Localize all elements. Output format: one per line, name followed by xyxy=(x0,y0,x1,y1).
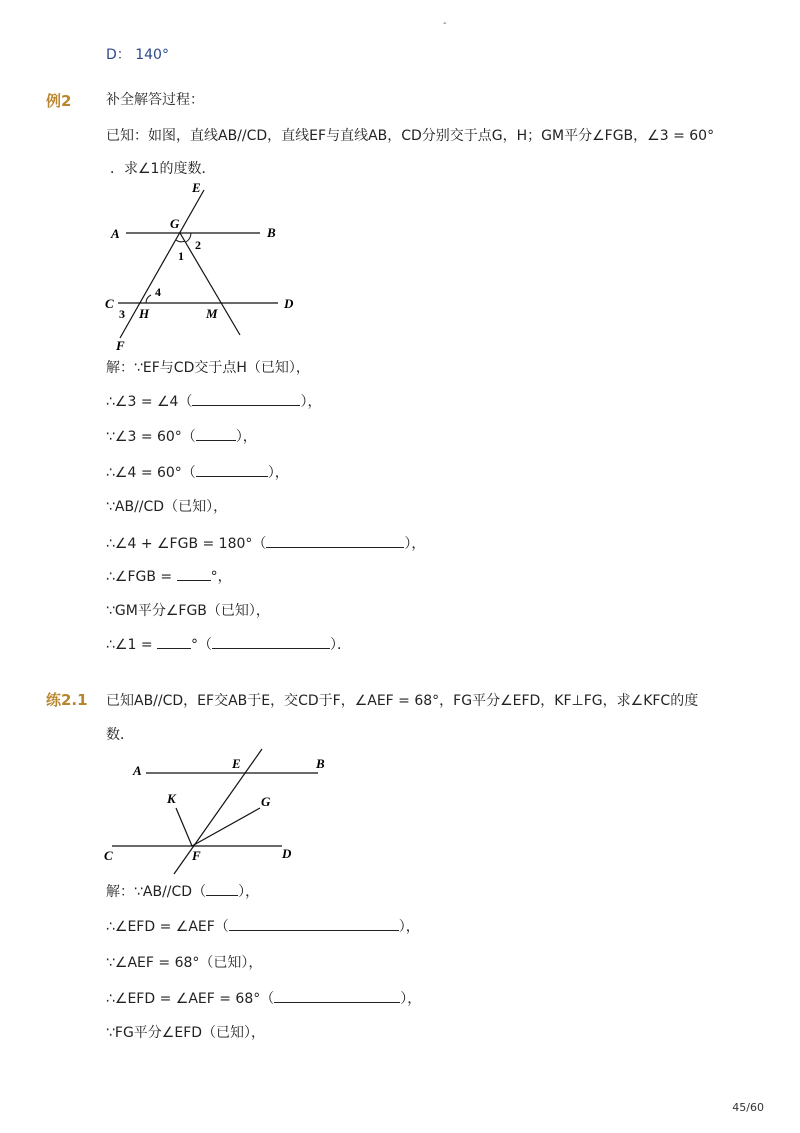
label-k: K xyxy=(167,791,176,806)
answer-blank[interactable] xyxy=(266,535,404,548)
angle-arc-2 xyxy=(186,233,191,242)
label-f: F xyxy=(192,848,201,863)
label-d: D xyxy=(284,296,294,311)
ex2-step-3: ∵∠3 = 60°（ ）， xyxy=(106,429,257,445)
label-1: 1 xyxy=(178,249,184,263)
ex2-step-1: 解：∵EF与CD交于点H（已知）， xyxy=(106,360,310,376)
example-2-given-line2: ．求∠1的度数． xyxy=(110,161,216,177)
answer-blank[interactable] xyxy=(274,990,400,1003)
angle-arc-4 xyxy=(146,295,151,303)
label-4: 4 xyxy=(155,285,161,299)
label-g: G xyxy=(261,794,271,809)
ex2-step-2: ∴∠3 = ∠4（ ）， xyxy=(106,394,322,410)
ex2-step-6: ∴∠4 + ∠FGB = 180°（ ）， xyxy=(106,536,426,552)
label-m: M xyxy=(206,306,218,321)
ex2-step-9: ∴∠1 = °（ ）． xyxy=(106,637,351,653)
example-2-label: 例2 xyxy=(46,92,72,110)
ex21-step-3: ∵∠AEF = 68°（已知）， xyxy=(106,955,263,971)
answer-blank[interactable] xyxy=(206,883,238,896)
label-f: F xyxy=(116,338,125,353)
answer-blank[interactable] xyxy=(196,464,268,477)
label-b: B xyxy=(267,225,276,240)
page-top-mark: - xyxy=(443,18,447,29)
answer-blank[interactable] xyxy=(212,636,330,649)
ex2-step-8: ∵GM平分∠FGB（已知）， xyxy=(106,603,270,619)
example-2-instruction: 补全解答过程： xyxy=(106,92,204,108)
example-2-figure xyxy=(100,178,310,353)
option-d: D： 140° xyxy=(106,47,169,63)
label-c: C xyxy=(104,848,113,863)
label-3: 3 xyxy=(119,307,125,321)
label-a: A xyxy=(133,763,142,778)
label-a: A xyxy=(111,226,120,241)
ray-fg xyxy=(192,808,260,846)
page-number: 45/60 xyxy=(732,1101,764,1114)
ray-fk xyxy=(176,808,192,846)
label-e: E xyxy=(192,180,201,195)
answer-blank[interactable] xyxy=(196,428,236,441)
label-d: D xyxy=(282,846,292,861)
line-ef xyxy=(174,749,262,874)
label-2: 2 xyxy=(195,238,201,252)
answer-blank[interactable] xyxy=(177,568,211,581)
exercise-2-1-label: 练2.1 xyxy=(46,691,88,709)
answer-blank[interactable] xyxy=(192,393,300,406)
exercise-2-1-problem-line1: 已知AB//CD，EF交AB于E，交CD于F，∠AEF = 68°，FG平分∠EFD，KF⊥FG，求∠KFC的度 xyxy=(106,693,699,709)
example-2-given-line1: 已知：如图，直线AB//CD，直线EF与直线AB，CD分别交于点G，H；GM平分∠FGB，∠3 = 60° xyxy=(106,128,715,144)
label-g: G xyxy=(170,216,180,231)
ex21-step-1: 解：∵AB//CD（ ）， xyxy=(106,884,260,900)
ex2-step-4: ∴∠4 = 60°（ ）， xyxy=(106,465,289,481)
exercise-2-1-figure xyxy=(100,746,340,876)
ex21-step-5: ∵FG平分∠EFD（已知）， xyxy=(106,1025,266,1041)
label-c: C xyxy=(105,296,114,311)
exercise-2-1-problem-line2: 数． xyxy=(106,727,134,743)
label-h: H xyxy=(139,306,150,321)
label-b: B xyxy=(316,756,325,771)
ex2-step-5: ∵AB//CD（已知）， xyxy=(106,499,228,515)
answer-blank[interactable] xyxy=(157,636,191,649)
ex21-step-2: ∴∠EFD = ∠AEF（ ）， xyxy=(106,919,420,935)
label-e: E xyxy=(232,756,241,771)
line-ef xyxy=(120,190,204,338)
ex2-step-7: ∴∠FGB = °， xyxy=(106,569,232,585)
answer-blank[interactable] xyxy=(229,918,399,931)
ex21-step-4: ∴∠EFD = ∠AEF = 68°（ ）， xyxy=(106,991,422,1007)
